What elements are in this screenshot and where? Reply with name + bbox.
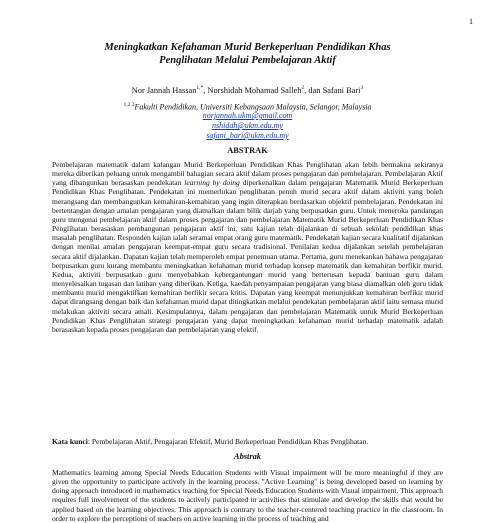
- author-2: Norshidah Mohamad Salleh: [207, 85, 302, 95]
- affiliation-text: Fakulti Pendidikan, Universiti Kebangsaan Malaysia, Selangor, Malaysia: [134, 102, 372, 112]
- abstract-paragraph: Mathematics learning among Special Needs Education Students with Visual impairment will be more meaningful if they are given the opportunity to participate actively in the learning process. "Active Learning" is being developed based on learning by doing approach introduced in mathematics teaching for Special Needs Education Students with Visual impairment. This approach requires full involvement of the students to actively participated in activities that stimulate and develop the skills that would be applied based on the learning objectives. This approach is contrary to the teacher-centered teaching practice in the classroom. In order to explore the perceptions of teachers on active learning in the process of teaching and: [52, 468, 443, 523]
- keywords: [52, 437, 443, 446]
- author-1-affiliation-mark: 1,*: [196, 85, 204, 91]
- abstrak-italic-term: learning by doing: [184, 178, 240, 188]
- email-list: [40, 111, 455, 141]
- author-3: dan Safani Bari: [308, 85, 361, 95]
- email-link-2[interactable]: nshidah@ukm.edu.my: [212, 121, 283, 130]
- author-separator: ,: [203, 85, 208, 95]
- paper-title-line-1: Meningkatkan Kefahaman Murid Berkeperluan Pendidikan Khas: [104, 42, 391, 53]
- author-3-affiliation-mark: 3: [360, 85, 364, 91]
- affiliation-mark: 1,2,3: [123, 102, 135, 108]
- author-list: [40, 83, 455, 96]
- keywords-label: Kata kunci: [52, 437, 88, 446]
- author-1: Nor Jannah Hassan: [131, 85, 197, 95]
- abstrak-heading: ABSTRAK: [227, 146, 268, 155]
- keywords-text: : Pembelajaran Aktif, Pengajaran Efektif, Murid Berkeperluan Pendidikan Khas Penglihatan.: [87, 437, 369, 446]
- author-2-affiliation-mark: 2: [301, 85, 305, 91]
- author-separator: ,: [304, 85, 309, 95]
- email-link-3[interactable]: safani_bari@ukm.edu.my: [206, 131, 289, 140]
- page-number: 1: [469, 17, 473, 26]
- abstrak-text-part-2: diperkenalkan dalam pengajaran Matematik Murid Berkeperluan Pendidikan Khas Penglihatan. Pendekatan ini memerlukan penglibatan penuh murid secara aktif dalam aktiviti yang boleh merangsang dan membangunkan kemahiran-kemahiran yang ingin diterapkan berdasarkan objektif pembelajaran. Pendekatan ini bertentangan dengan amalan pengajaran yang diamalkan dalam bilik darjah yang berpusatkan guru. Untuk meneroka pandangan guru mengenai pembelajaran aktif dalam proses pengajaran dan pembelajaran Matematik Murid Berkeperluan Pendidikan Khas Penglihatan berasaskan pembangunan pengajaran aktif ini, satu kajian telah dijalankan di sebuah sekolah pendidikan khas masalah penglihatan. Responden kajian ialah seramai empat orang guru matematik. Pendekatan kajian secara kualitatif dijalankan dengan menilai amalan pengajaran keempat-empat guru secara tradisional. Penilaian kedua dijalankan setelah pembelajaran secara aktif dijalankan. Dapatan kajian telah memperoleh empat penemuan utama. Pertama, guru menekankan bahawa pengajaran berpusatkan guru kurang membantu meningkatkan kefahaman murid terhadap konsep matematik dan kemahiran berfikir murid. Kedua, aktiviti berpusatkan guru menyebabkan kebergantungan murid yang berterusan kepada bantuan guru dalam menyelesaikan tugasan dan latihan yang diberikan. Ketiga, kaedah penyampaian pengajaran yang biasa diamalkan oleh guru tidak membantu murid mengaktifkan kemahiran berfikir secara kritis. Dapatan yang keempat menunjukkan kemahiran berfikir murid dapat dirangsang dengan baik dan kefahaman murid dapat ditingkatkan melalui pendekatan pembelajaran aktif iaitu semasa murid melakukan aktiviti secara amali. Kesimpulannya, dalam pengajaran dan pembelajaran Matematik untuk Murid Berkeperluan Pendidikan Khas Penglihatan strategi pengajaran yang dapat meningkatkan kefahaman murid terhadap matematik adalah berasaskan kepada proses pengajaran dan pembelajaran yang efektif.: [52, 178, 443, 334]
- abstrak-paragraph: [52, 160, 443, 334]
- paper-title-line-2: Penglihatan Melalui Pembelajaran Aktif: [159, 55, 336, 66]
- abstrak-text-part-1: Pembelajaran matematik dalam kalangan Murid Berkeperluan Pendidikan Khas Penglihatan akan lebih bermakna sekiranya mereka diberikan peluang untuk mengambil bahagian secara aktif dalam proses pengajaran dan pembelajaran. Pembelajaran Aktif yang dibangunkan berasaskan pendekatan: [52, 160, 443, 188]
- abstract-heading: Abstrak: [234, 452, 261, 461]
- email-link-1[interactable]: norjannah.ukm@gmail.com: [202, 111, 293, 120]
- paper-title: [40, 41, 455, 67]
